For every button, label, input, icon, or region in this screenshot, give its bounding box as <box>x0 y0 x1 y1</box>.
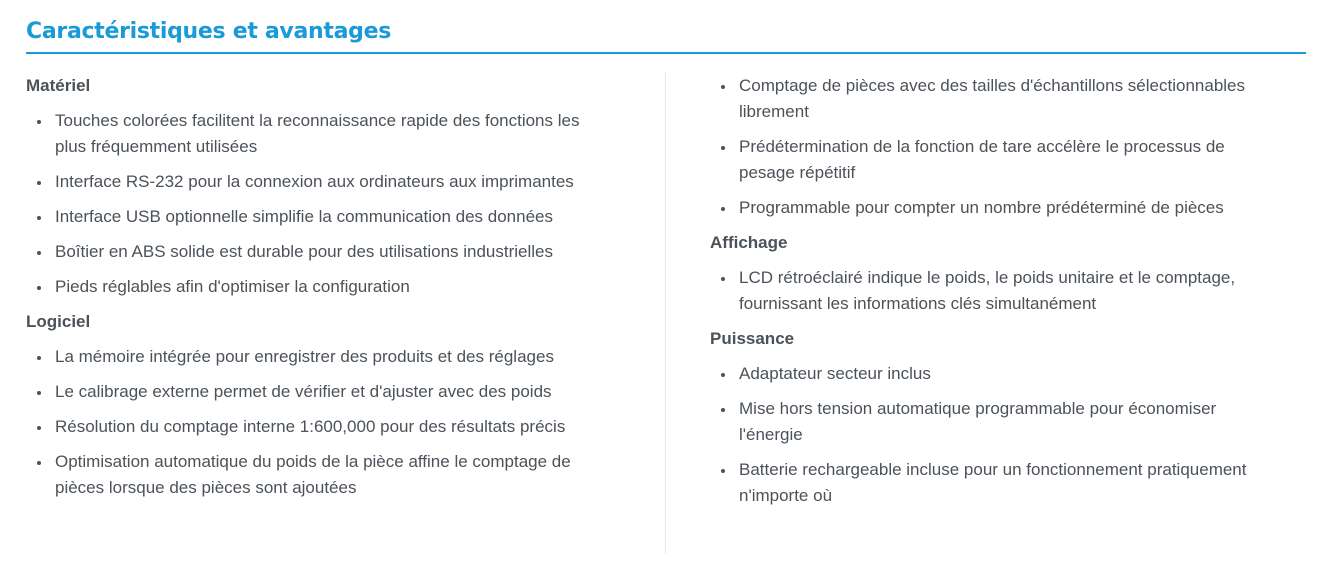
list-item: Adaptateur secteur inclus <box>739 361 1284 387</box>
list-item: La mémoire intégrée pour enregistrer des produits et des réglages <box>55 344 590 370</box>
list-item: Résolution du comptage interne 1:600,000 pour des résultats précis <box>55 414 590 440</box>
logiciel-list <box>26 344 590 501</box>
list-item: Batterie rechargeable incluse pour un fonctionnement pratiquement n'importe où <box>739 457 1284 509</box>
title-underline <box>26 52 1306 54</box>
materiel-list <box>26 108 590 300</box>
list-item: Interface USB optionnelle simplifie la communication des données <box>55 204 590 230</box>
puissance-list <box>710 361 1284 509</box>
heading-puissance: Puissance <box>710 329 795 348</box>
list-item: Comptage de pièces avec des tailles d'échantillons sélectionnables librement <box>739 73 1284 125</box>
list-item: LCD rétroéclairé indique le poids, le poids unitaire et le comptage, fournissant les informations clés simultanément <box>739 265 1284 317</box>
heading-logiciel: Logiciel <box>26 312 91 331</box>
list-item: Touches colorées facilitent la reconnaissance rapide des fonctions les plus fréquemment utilisées <box>55 108 590 160</box>
features-right-column <box>710 73 1290 518</box>
section-title: Caractéristiques et avantages <box>26 19 392 44</box>
logiciel-continued-list <box>710 73 1284 221</box>
list-item: Programmable pour compter un nombre prédéterminé de pièces <box>739 195 1284 221</box>
heading-affichage: Affichage <box>710 233 788 252</box>
list-item: Mise hors tension automatique programmable pour économiser l'énergie <box>739 396 1284 448</box>
affichage-list <box>710 265 1284 317</box>
heading-materiel: Matériel <box>26 76 91 95</box>
features-left-column <box>26 73 586 510</box>
list-item: Prédétermination de la fonction de tare accélère le processus de pesage répétitif <box>739 134 1284 186</box>
list-item: Le calibrage externe permet de vérifier et d'ajuster avec des poids <box>55 379 590 405</box>
list-item: Optimisation automatique du poids de la pièce affine le comptage de pièces lorsque des pièces sont ajoutées <box>55 449 590 501</box>
list-item: Interface RS-232 pour la connexion aux ordinateurs aux imprimantes <box>55 169 590 195</box>
list-item: Boîtier en ABS solide est durable pour des utilisations industrielles <box>55 239 590 265</box>
list-item: Pieds réglables afin d'optimiser la configuration <box>55 274 590 300</box>
column-divider <box>665 72 666 554</box>
